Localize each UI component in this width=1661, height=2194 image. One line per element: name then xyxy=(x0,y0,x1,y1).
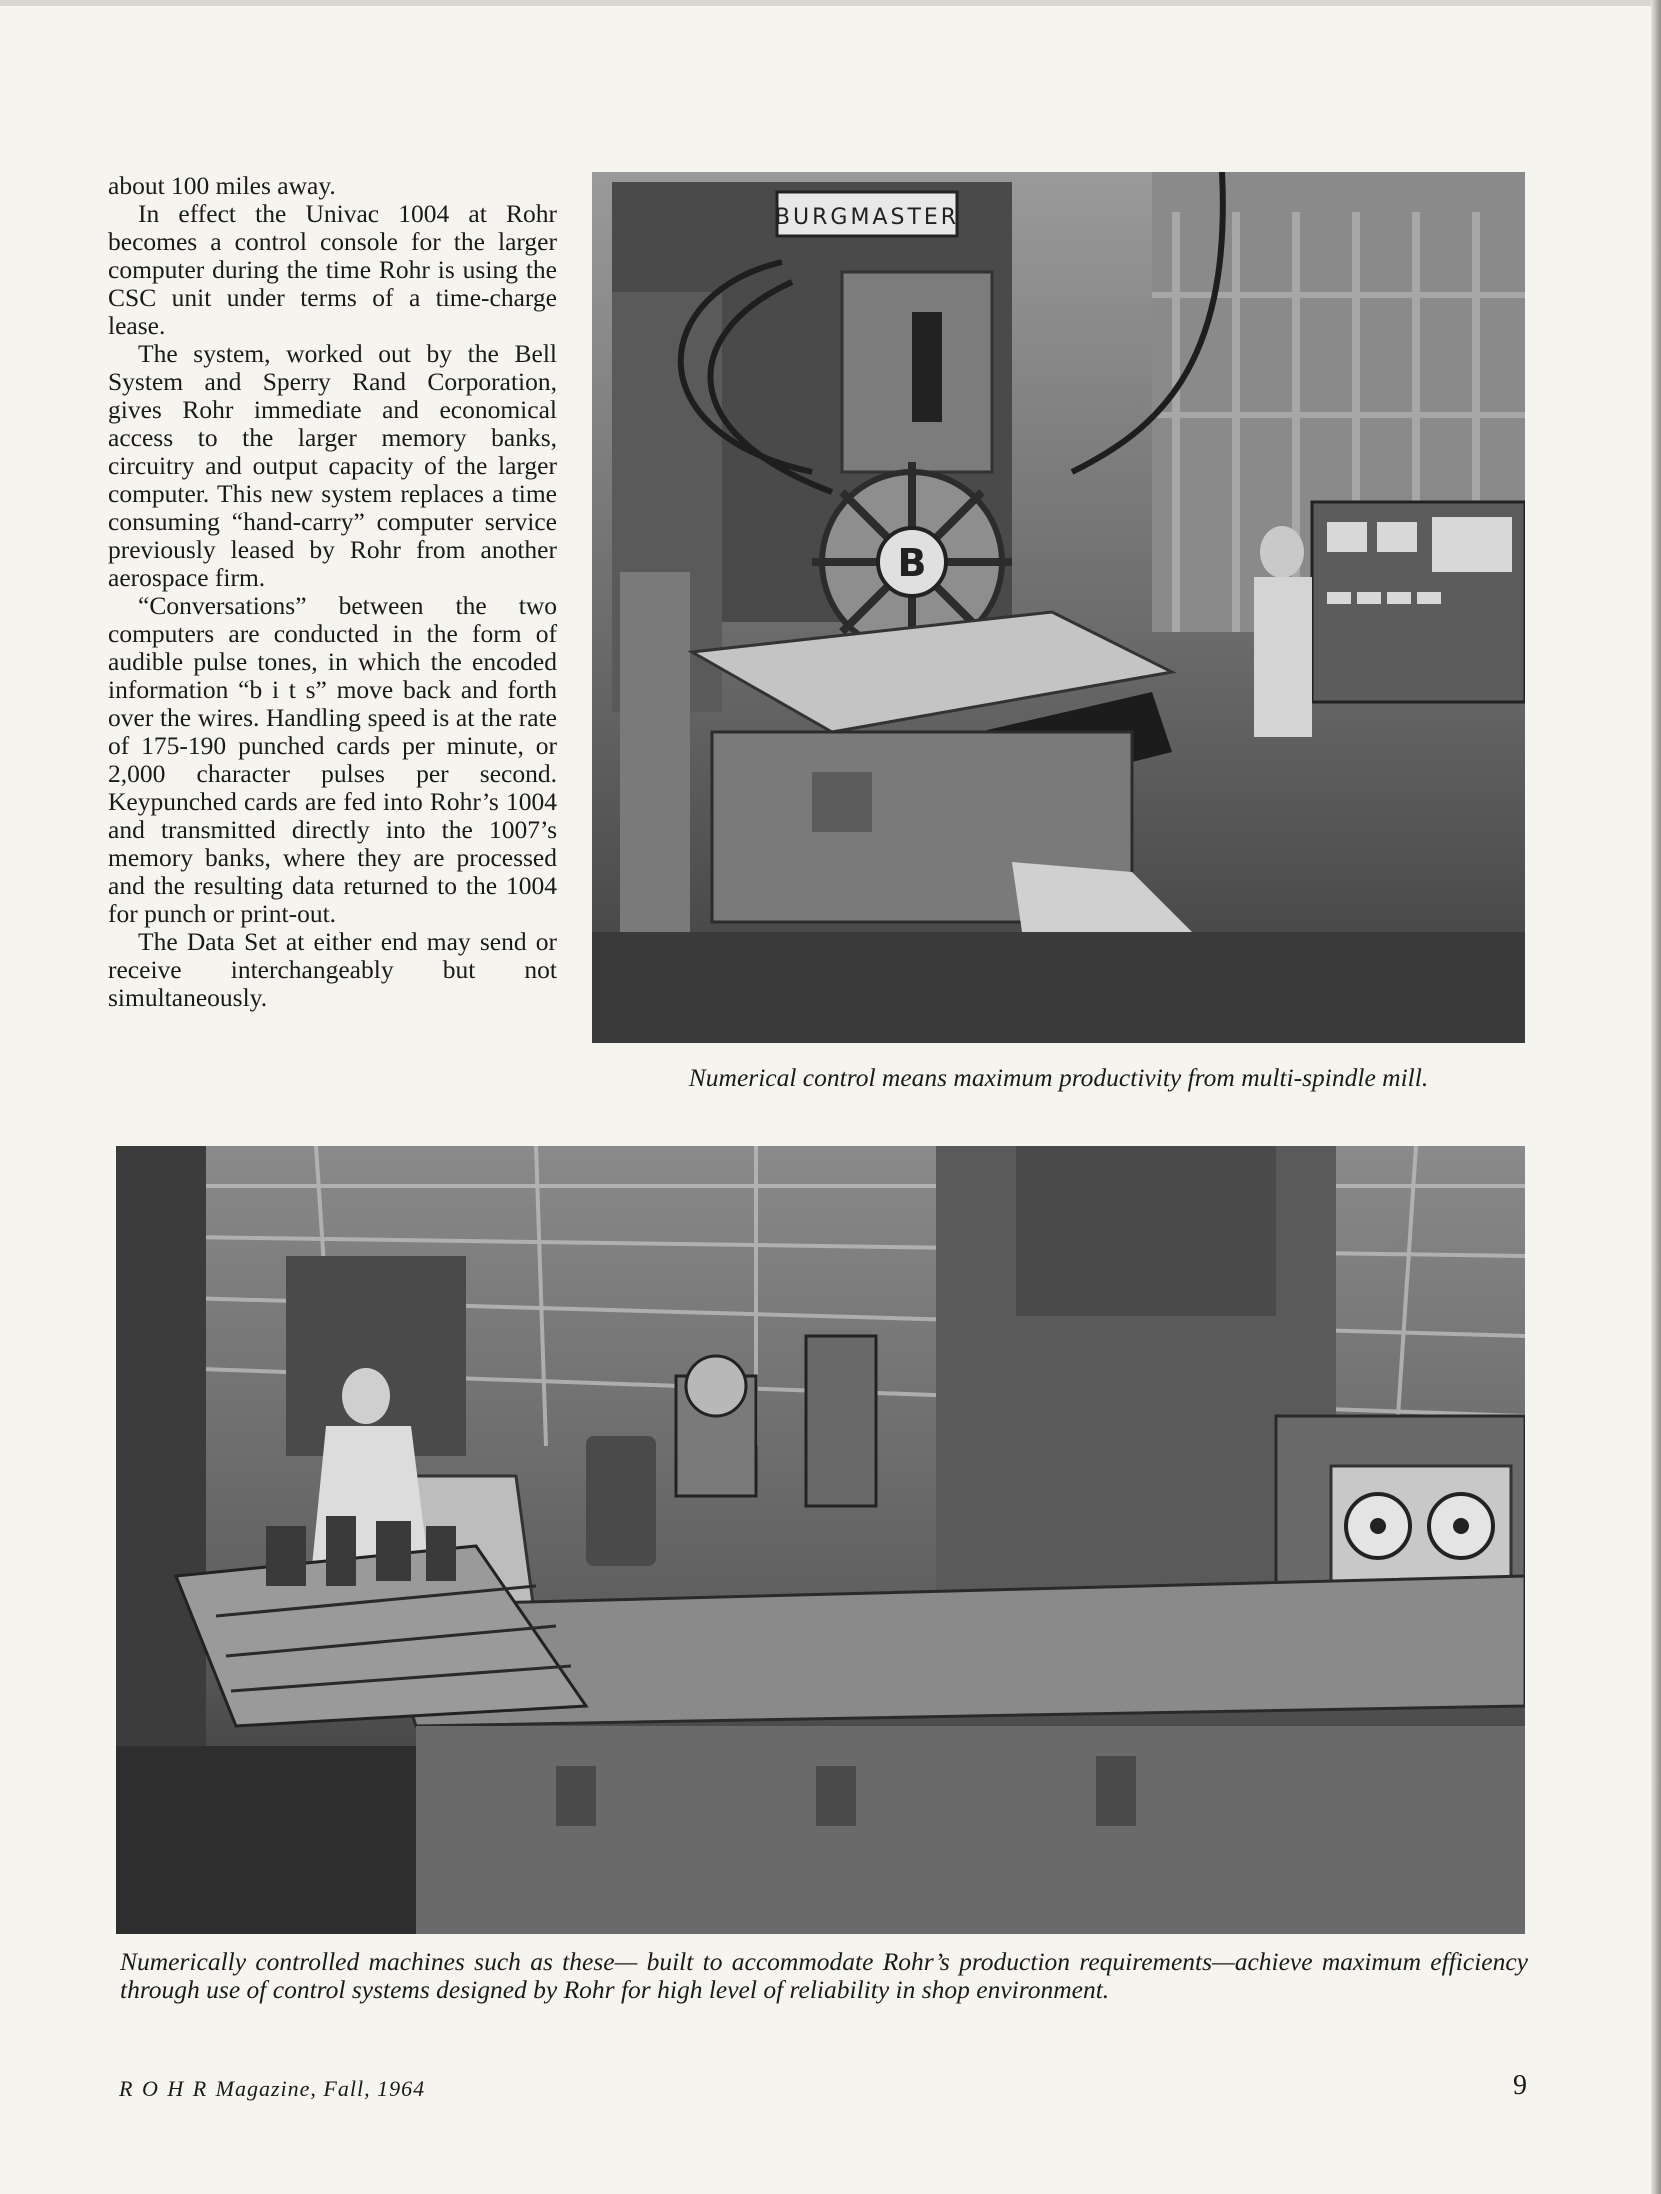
burgmaster-sign: BURGMASTER xyxy=(774,205,960,230)
article-text-column xyxy=(108,172,557,1012)
burgmaster-badge: B xyxy=(897,541,927,585)
article-paragraph: In effect the Univac 1004 at Rohr becomes a control console for the larger computer during the time Rohr is using the CSC unit under terms of a time-charge lease. xyxy=(108,199,557,340)
burgmaster-mill-photo xyxy=(592,172,1525,1043)
magazine-footer xyxy=(119,2076,425,2102)
magazine-issue: Magazine, Fall, 1964 xyxy=(215,2076,426,2101)
article-paragraph: “Conversations” between the two computers are conducted in the form of audible pulse tones, in which the encoded information “b i t s” move back and forth over the wires. Handling speed is at the rate of 175-190 punched cards per minute, or 2,000 character pulses per second. Keypunched cards are fed into Rohr’s 1004 and transmitted directly into the 1007’s memory banks, where they are processed and the resulting data returned to the 1004 for punch or print-out. xyxy=(108,591,557,928)
nc-machines-photo xyxy=(116,1146,1525,1934)
bottom-photo-caption: Numerically controlled machines such as these— built to accommodate Rohr’s production requirements—achieve maximum efficiency through use of control systems designed by Rohr for high level of reliability in shop environment. xyxy=(120,1947,1528,2004)
page-right-edge xyxy=(1651,0,1661,2194)
top-photo-caption: Numerical control means maximum productivity from multi-spindle mill. xyxy=(688,1063,1429,1092)
page-number: 9 xyxy=(1513,2070,1527,2101)
article-paragraph: about 100 miles away. xyxy=(108,171,336,200)
magazine-brand: R O H R xyxy=(119,2076,209,2101)
page-top-edge xyxy=(0,0,1661,6)
article-paragraph: The system, worked out by the Bell System and Sperry Rand Corporation, gives Rohr immediate and economical access to the larger memory banks, circuitry and output capacity of the larger computer. This new system replaces a time consuming “hand-carry” computer service previously leased by Rohr from another aerospace firm. xyxy=(108,339,557,592)
article-paragraph: The Data Set at either end may send or receive interchangeably but not simultaneously. xyxy=(108,927,557,1012)
